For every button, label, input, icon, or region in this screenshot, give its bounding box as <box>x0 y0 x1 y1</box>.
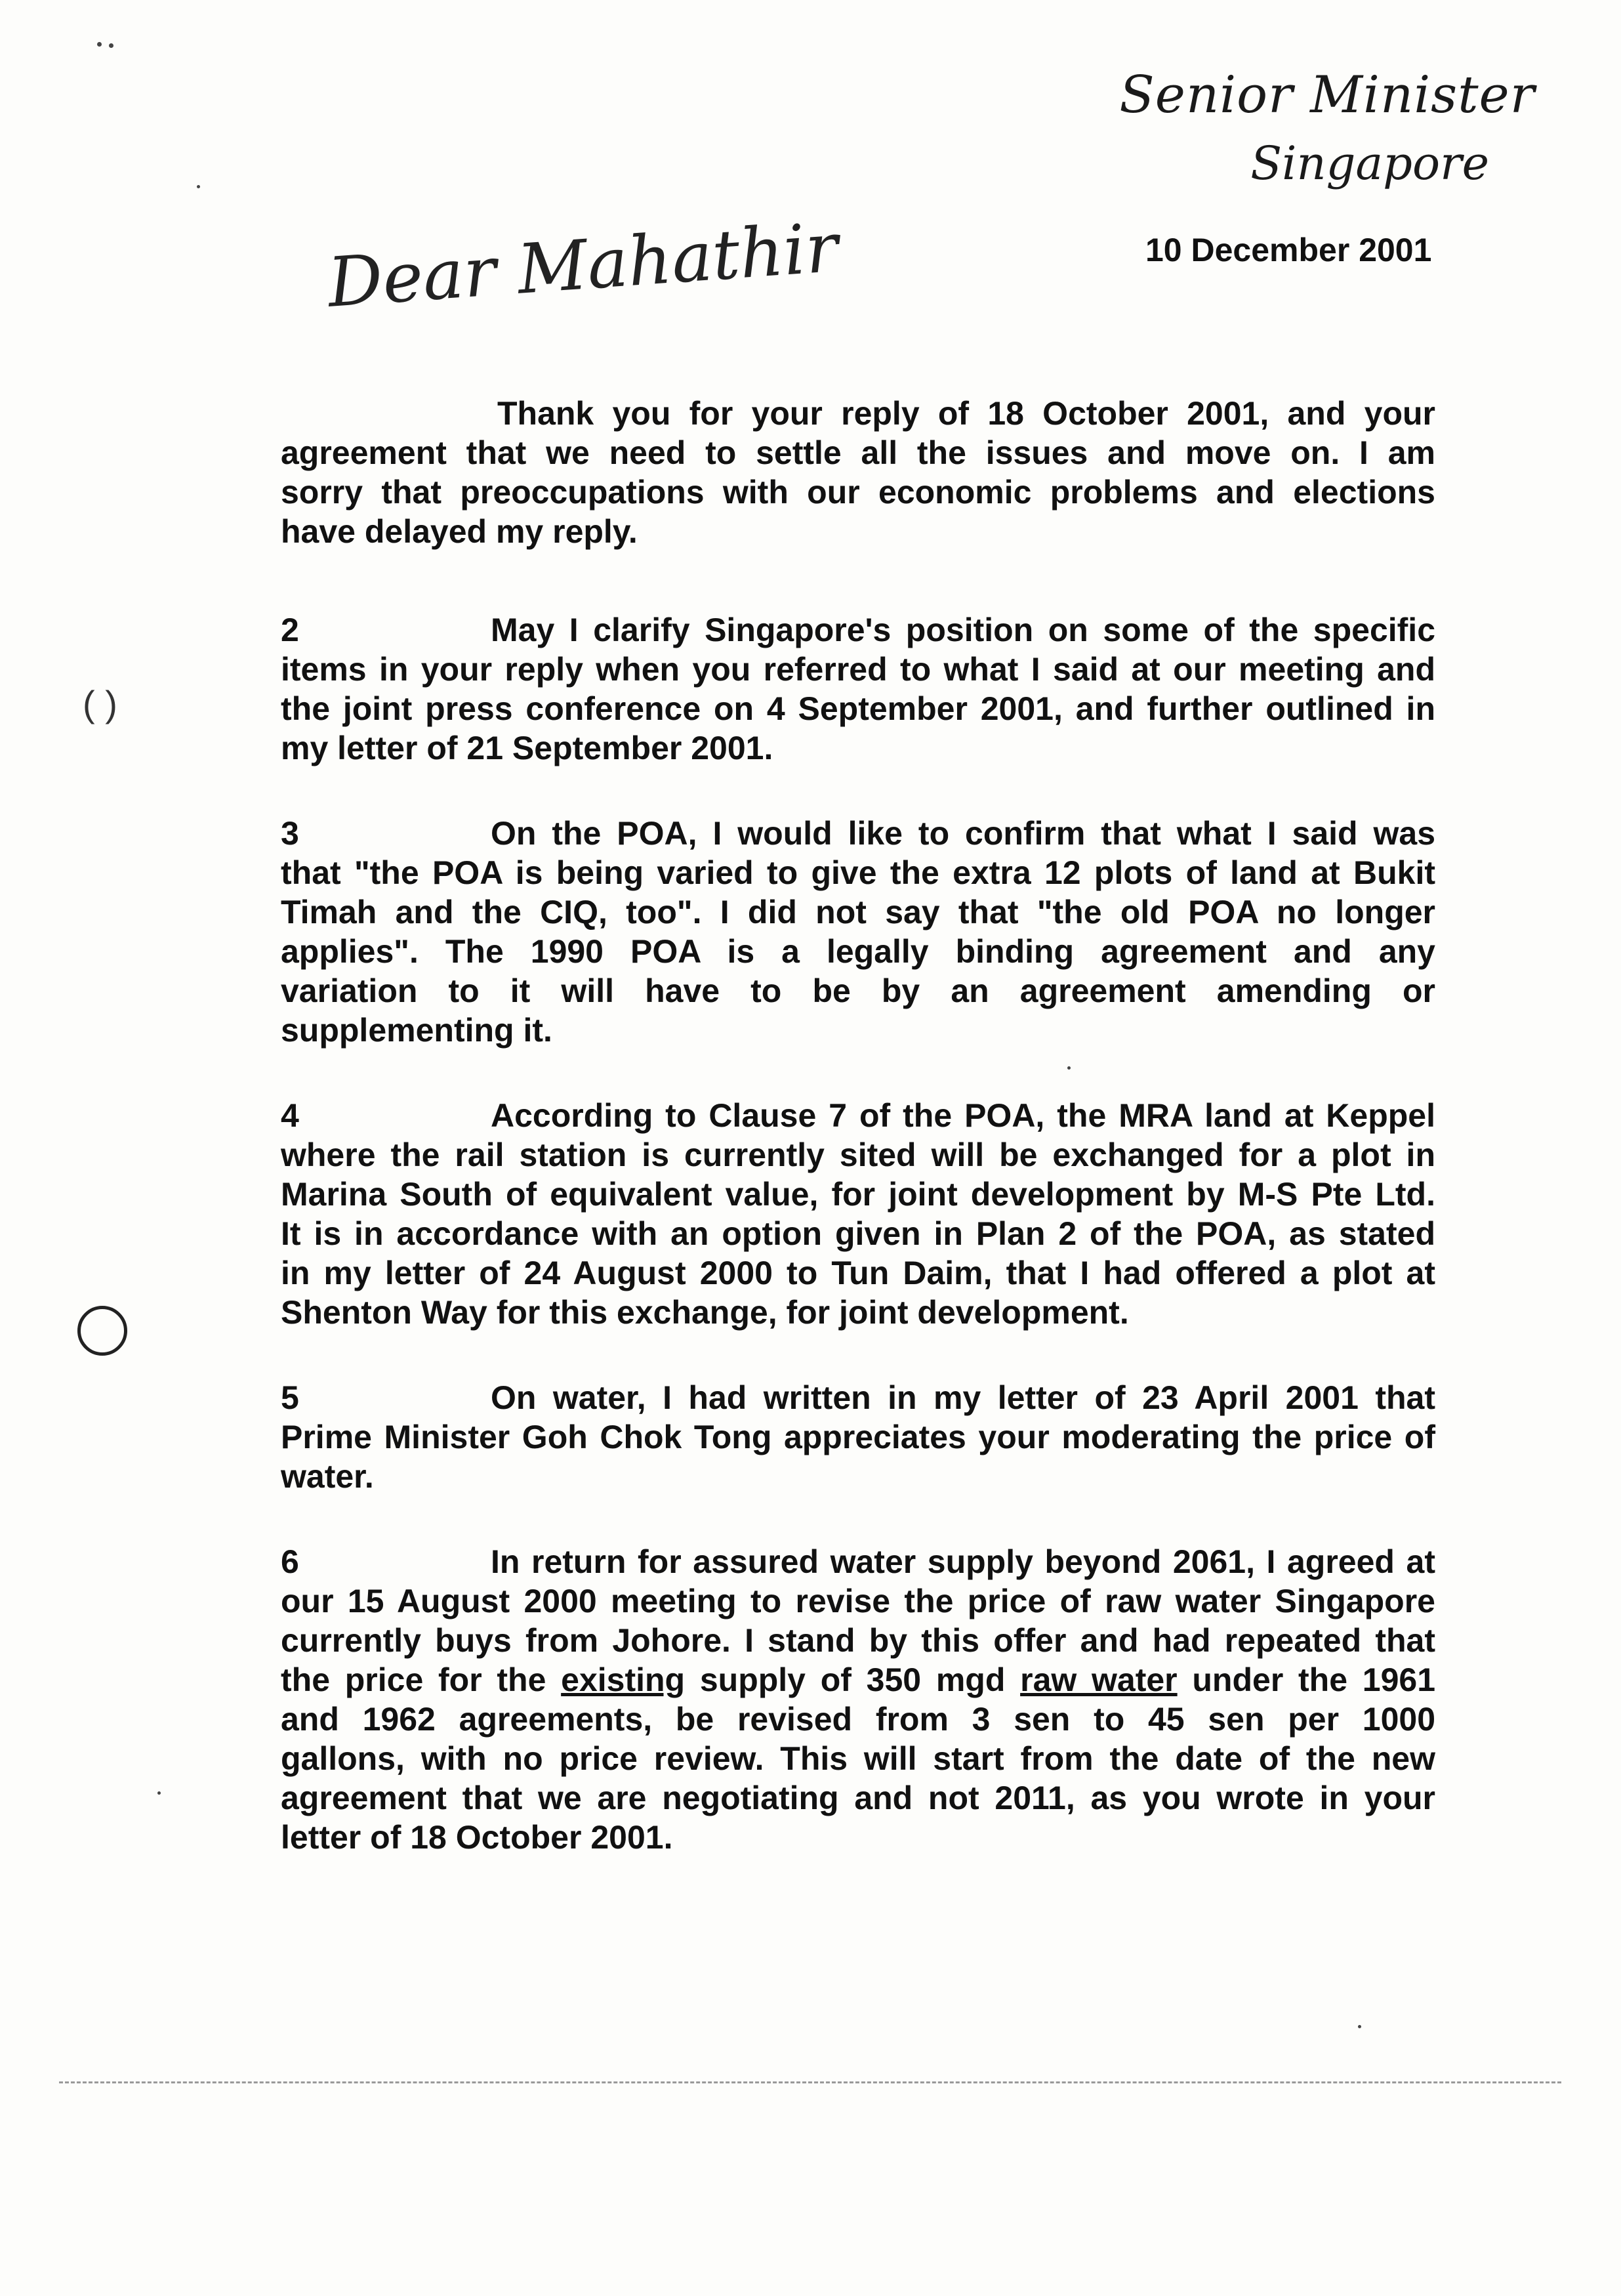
text-line: our 15 August 2000 meeting to revise the price of raw water Singapore <box>281 1583 1435 1619</box>
line-text: May I clarify Singapore's position on some of the specific <box>491 612 1435 648</box>
paragraph-number: 4 <box>281 1097 299 1134</box>
scan-speck <box>97 42 102 47</box>
paragraph-number: 3 <box>281 815 299 852</box>
text-line: Marina South of equivalent value, for joint development by M-S Pte Ltd. <box>281 1176 1435 1213</box>
text-line: applies". The 1990 POA is a legally binding agreement and any <box>281 933 1435 970</box>
letterhead-country: Singapore <box>1250 136 1489 190</box>
paragraph-number: 2 <box>281 612 299 648</box>
line-text: In return for assured water supply beyond 2061, I agreed at <box>491 1543 1435 1580</box>
letterhead-title: Senior Minister <box>1119 66 1535 125</box>
text-line: letter of 18 October 2001. <box>281 1819 673 1856</box>
paragraph-number: 6 <box>281 1543 299 1580</box>
text-line: supplementing it. <box>281 1012 552 1049</box>
scan-speck <box>197 185 200 188</box>
line-text: On the POA, I would like to confirm that what I said was <box>491 815 1435 852</box>
text-line: water. <box>281 1458 374 1495</box>
text-line: Thank you for your reply of 18 October 2001, and your <box>497 395 1435 432</box>
paragraph-5 <box>281 1378 1435 1496</box>
text-line <box>281 814 1435 853</box>
paragraph-4 <box>281 1096 1435 1332</box>
letter-date: 10 December 2001 <box>1145 232 1432 268</box>
underlined-existing: existing <box>561 1661 686 1698</box>
text-line: agreement that we need to settle all the issues and move on. I am <box>281 434 1435 471</box>
text-line: sorry that preoccupations with our economic problems and elections <box>281 474 1435 511</box>
scan-speck <box>109 43 113 48</box>
line-text: On water, I had written in my letter of 23 April 2001 that <box>491 1379 1435 1416</box>
text-line: my letter of 21 September 2001. <box>281 730 773 766</box>
scan-speck <box>1358 2025 1361 2028</box>
text-line <box>281 1660 1435 1700</box>
text-line: where the rail station is currently sited will be exchanged for a plot in <box>281 1137 1435 1173</box>
text-line: Shenton Way for this exchange, for joint development. <box>281 1294 1129 1331</box>
line-text: under the 1961 <box>1177 1661 1435 1698</box>
text-line: Timah and the CIQ, too". I did not say that "the old POA no longer <box>281 894 1435 930</box>
punch-hole-mark <box>77 1306 127 1356</box>
paragraph-3 <box>281 814 1435 1050</box>
paragraph-6 <box>281 1542 1435 1857</box>
line-text: supply of 350 mgd <box>685 1661 1021 1698</box>
text-line <box>281 1542 1435 1581</box>
scan-speck <box>1067 1066 1071 1070</box>
text-line: variation to it will have to be by an agreement amending or <box>281 972 1435 1009</box>
paragraph-number: 5 <box>281 1379 299 1416</box>
underlined-raw-water: raw water <box>1020 1661 1178 1698</box>
line-text: the price for the <box>281 1661 562 1698</box>
text-line: currently buys from Johore. I stand by this offer and had repeated that <box>281 1622 1435 1659</box>
text-line: have delayed my reply. <box>281 513 638 550</box>
letterhead <box>1115 66 1535 210</box>
text-line: Prime Minister Goh Chok Tong appreciates your moderating the price of <box>281 1419 1435 1455</box>
text-line <box>281 610 1435 650</box>
handwritten-salutation: Dear Mahathir <box>325 207 841 323</box>
text-line: It is in accordance with an option given in Plan 2 of the POA, as stated <box>281 1215 1435 1252</box>
text-line <box>281 1096 1435 1135</box>
line-text: According to Clause 7 of the POA, the MRA land at Keppel <box>491 1097 1435 1134</box>
scan-speck <box>157 1791 161 1795</box>
text-line <box>281 1378 1435 1417</box>
text-line: the joint press conference on 4 September 2001, and further outlined in <box>281 690 1435 727</box>
scan-dashed-line <box>59 2081 1561 2083</box>
text-line: and 1962 agreements, be revised from 3 sen to 45 sen per 1000 <box>281 1701 1435 1738</box>
punch-hole-mark: ( ) <box>83 683 117 724</box>
text-line: agreement that we are negotiating and not 2011, as you wrote in your <box>281 1780 1435 1816</box>
paragraph-2 <box>281 610 1435 768</box>
text-line: gallons, with no price review. This will start from the date of the new <box>281 1740 1435 1777</box>
text-line: in my letter of 24 August 2000 to Tun Daim, that I had offered a plot at <box>281 1255 1435 1291</box>
paragraph-1 <box>281 394 1435 551</box>
text-line: that "the POA is being varied to give the extra 12 plots of land at Bukit <box>281 854 1435 891</box>
text-line: items in your reply when you referred to what I said at our meeting and <box>281 651 1435 688</box>
